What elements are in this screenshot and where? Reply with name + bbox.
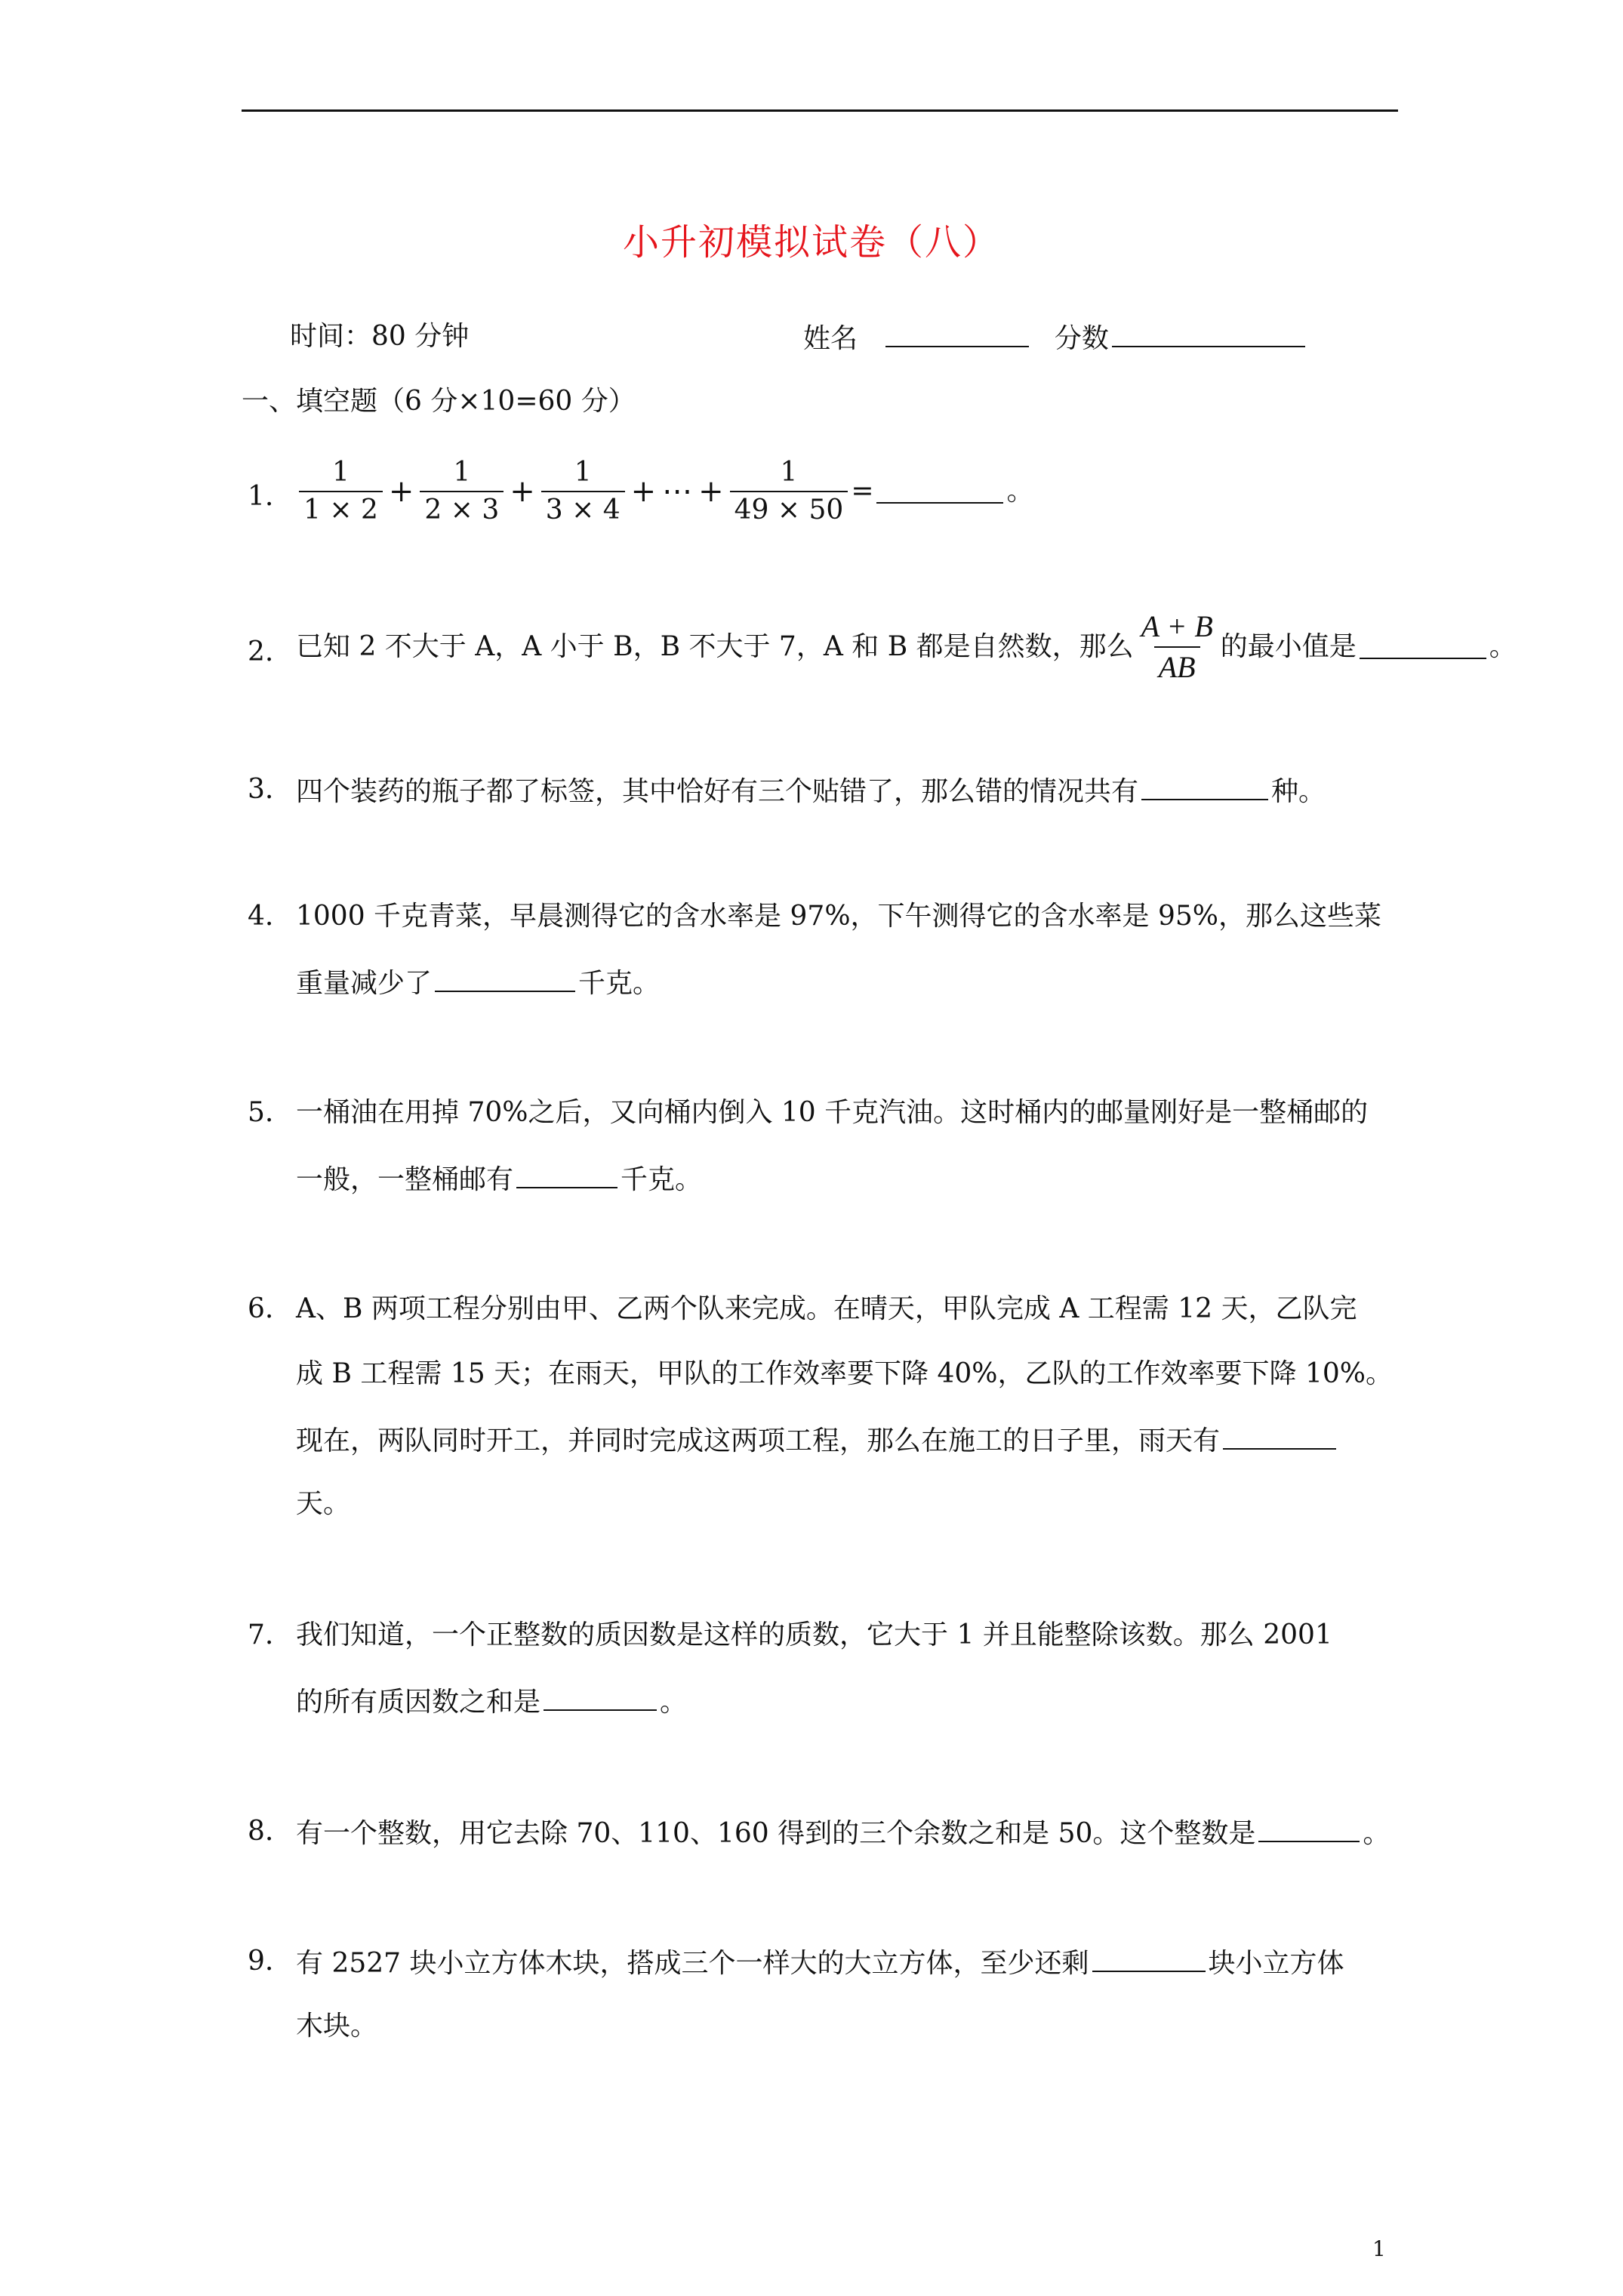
ellipsis: ⋯ <box>662 474 693 509</box>
time-label: 时间：80 分钟 <box>290 321 470 352</box>
fraction-denominator: 49 × 50 <box>730 491 848 524</box>
question-number: 1. <box>248 481 274 512</box>
fraction-denominator: 1 × 2 <box>299 491 383 524</box>
question-number: 3. <box>248 774 274 805</box>
plus-sign: + <box>698 474 724 509</box>
question-9-line-1 <box>296 1948 1344 1977</box>
question-number: 7. <box>248 1620 274 1650</box>
plus-sign: + <box>388 474 414 509</box>
fraction-denominator: AB <box>1154 646 1200 683</box>
question-number: 2. <box>248 636 274 667</box>
plus-sign: + <box>510 474 535 509</box>
question-2-text <box>296 609 1517 684</box>
score-blank <box>1112 323 1305 347</box>
answer-blank <box>1223 1425 1336 1450</box>
answer-blank <box>1141 776 1268 800</box>
question-text: 重量减少了 <box>296 968 433 999</box>
name-blank <box>885 323 1029 347</box>
fraction-denominator: 3 × 4 <box>541 491 625 524</box>
question-text: 有一个整数，用它去除 70、110、160 得到的三个余数之和是 50。这个整数是 <box>296 1818 1256 1849</box>
question-6-line-1: A、B 两项工程分别由甲、乙两个队来完成。在晴天，甲队完成 A 工程需 12 天，乙队完 <box>296 1293 1357 1324</box>
question-4-line-1: 1000 千克青菜，早晨测得它的含水率是 97%，下午测得它的含水率是 95%，那么这些菜 <box>296 901 1381 932</box>
question-text: 。 <box>1363 1818 1390 1849</box>
question-9-line-2: 木块。 <box>296 2011 378 2042</box>
fraction-numerator: 1 <box>453 457 471 488</box>
question-text: 的最小值是 <box>1220 631 1357 662</box>
fraction <box>541 459 625 524</box>
question-number: 6. <box>248 1293 274 1324</box>
page-number: 1 <box>1372 2236 1386 2261</box>
question-text: 的所有质因数之和是 <box>296 1687 541 1718</box>
header-rule <box>242 109 1398 112</box>
period: 。 <box>1489 631 1517 662</box>
question-8-text <box>296 1818 1390 1848</box>
score-label: 分数 <box>1054 323 1109 354</box>
question-4-line-2 <box>296 968 660 997</box>
question-text: 千克。 <box>578 968 661 999</box>
answer-blank <box>516 1164 617 1188</box>
question-1-formula <box>296 459 1034 524</box>
answer-blank <box>544 1687 657 1711</box>
answer-blank <box>1258 1818 1360 1842</box>
question-6-line-4: 天。 <box>296 1488 351 1519</box>
fraction <box>299 459 383 524</box>
fraction-numerator: A + B <box>1141 609 1213 643</box>
name-field <box>803 323 1308 353</box>
question-number: 5. <box>248 1097 274 1128</box>
period: 。 <box>1006 476 1034 507</box>
question-5-line-1: 一桶油在用掉 70%之后，又向桶内倒入 10 千克汽油。这时桶内的邮量刚好是一整桶邮的 <box>296 1097 1369 1128</box>
question-7-line-2 <box>296 1687 687 1716</box>
answer-blank <box>1360 635 1486 659</box>
answer-blank <box>435 968 575 992</box>
answer-blank <box>1092 1948 1206 1972</box>
answer-blank <box>876 479 1003 504</box>
equals-sign: = <box>851 476 874 507</box>
question-text: 块小立方体 <box>1208 1948 1344 1979</box>
question-text: 千克。 <box>621 1164 703 1195</box>
fraction <box>730 459 848 524</box>
question-3-text <box>296 776 1326 806</box>
fraction-numerator: 1 <box>574 457 592 488</box>
question-text: 有 2527 块小立方体木块，搭成三个一样大的大立方体，至少还剩 <box>296 1948 1089 1979</box>
fraction <box>1137 609 1218 684</box>
plus-sign: + <box>630 474 657 509</box>
question-text: 。 <box>660 1687 688 1718</box>
question-6-line-2: 成 B 工程需 15 天；在雨天，甲队的工作效率要下降 40%，乙队的工作效率要下降 10%。 <box>296 1358 1393 1389</box>
section-title: 一、填空题（6 分×10=60 分） <box>242 386 636 417</box>
fraction-denominator: 2 × 3 <box>420 491 504 524</box>
question-number: 9. <box>248 1946 274 1977</box>
question-6-line-3 <box>296 1425 1339 1455</box>
question-text: 已知 2 不大于 A，A 小于 B，B 不大于 7，A 和 B 都是自然数，那么 <box>296 631 1134 662</box>
question-text: 种。 <box>1271 776 1326 807</box>
question-text: 一般，一整桶邮有 <box>296 1164 514 1195</box>
name-label: 姓名 <box>803 323 858 354</box>
fraction-numerator: 1 <box>780 457 798 488</box>
question-text: 四个装药的瓶子都了标签，其中恰好有三个贴错了，那么错的情况共有 <box>296 776 1139 807</box>
fraction <box>420 459 504 524</box>
question-number: 4. <box>248 901 274 932</box>
page-title: 小升初模拟试卷（八） <box>622 221 1000 264</box>
question-5-line-2 <box>296 1164 702 1194</box>
fraction-numerator: 1 <box>331 457 350 488</box>
question-7-line-1: 我们知道，一个正整数的质因数是这样的质数，它大于 1 并且能整除该数。那么 2001 <box>296 1620 1332 1650</box>
question-text: 现在，两队同时开工，并同时完成这两项工程，那么在施工的日子里，雨天有 <box>296 1425 1221 1456</box>
question-number: 8. <box>248 1816 274 1847</box>
